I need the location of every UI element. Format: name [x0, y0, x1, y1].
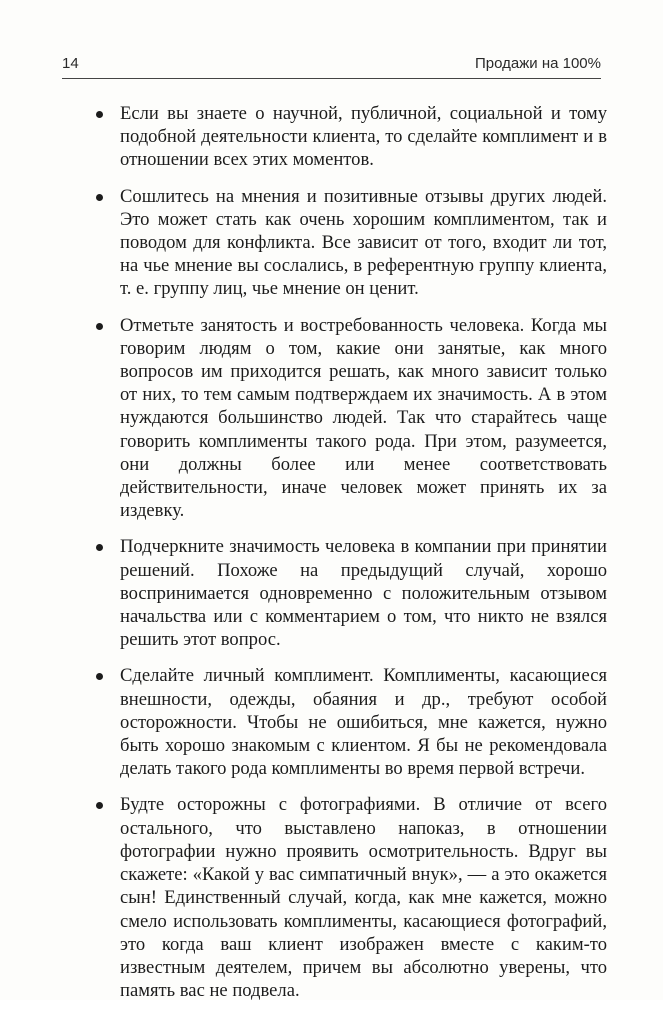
bullet-dot-icon	[96, 544, 103, 551]
bullet-dot-icon	[96, 194, 103, 201]
page-header	[62, 42, 601, 80]
bullet-list	[60, 102, 607, 1002]
bullet-text: Подчеркните значимость человека в компании при принятии решений. Похоже на предыдущий случай, хорошо воспринимается одновременно с положительным отзывом начальства или с комментарием о том, что никто не взялся решить этот вопрос.	[120, 536, 607, 651]
header-rule	[62, 78, 601, 79]
bullet-item	[60, 535, 607, 651]
bullet-text: Сошлитесь на мнения и позитивные отзывы других людей. Это может стать как очень хорошим комплиментом, так и поводом для конфликта. Все зависит от того, входит ли тот, на чье мнение вы сослались, в референтную группу клиента, т. е. группу лиц, чье мнение он ценит.	[120, 185, 607, 300]
bullet-item	[60, 793, 607, 1002]
bullet-text: Сделайте личный комплимент. Комплименты, касающиеся внешности, одежды, обаяния и др., требуют особой осторожности. Чтобы не ошибиться, мне кажется, нужно быть хорошо знакомым с клиентом. Я бы не рекомендовала делать такого рода комплименты во время первой встречи.	[120, 665, 607, 780]
bullet-dot-icon	[96, 323, 103, 330]
bullet-item	[60, 314, 607, 523]
page-body	[60, 102, 607, 1015]
bullet-text: Отметьте занятость и востребованность человека. Когда мы говорим людям о том, какие они занятые, как много вопросов им приходится решать, как много зависит только от них, то тем самым подтверждаем их значимость. А в этом нуждаются большинство людей. Так что старайтесь чаще говорить комплименты такого рода. При этом, разумеется, они должны более или менее соответствовать действительности, иначе человек может принять их за издевку.	[120, 314, 607, 522]
bullet-item	[60, 185, 607, 301]
bullet-dot-icon	[96, 802, 103, 809]
bullet-text: Если вы знаете о научной, публичной, социальной и тому подобной деятельности клиента, то сделайте комплимент и в отношении всех этих моментов.	[120, 103, 607, 171]
bullet-text: Будте осторожны с фотографиями. В отличие от всего остального, что выставлено напоказ, в отношении фотографии нужно проявить осмотрительность. Вдруг вы скажете: «Какой у вас симпатичный внук», — а это окажется сын! Единственный случай, когда, как мне кажется, можно смело использовать комплименты, касающиеся фотографий, это когда ваш клиент изображен вместе с каким-то известным деятелем, причем вы абсолютно уверены, что память вас не подвела.	[120, 794, 607, 1002]
page-number: 14	[62, 55, 79, 72]
bullet-dot-icon	[96, 111, 103, 118]
running-title: Продажи на 100%	[475, 55, 601, 72]
bullet-item	[60, 664, 607, 780]
bullet-dot-icon	[96, 673, 103, 680]
bullet-item	[60, 102, 607, 172]
